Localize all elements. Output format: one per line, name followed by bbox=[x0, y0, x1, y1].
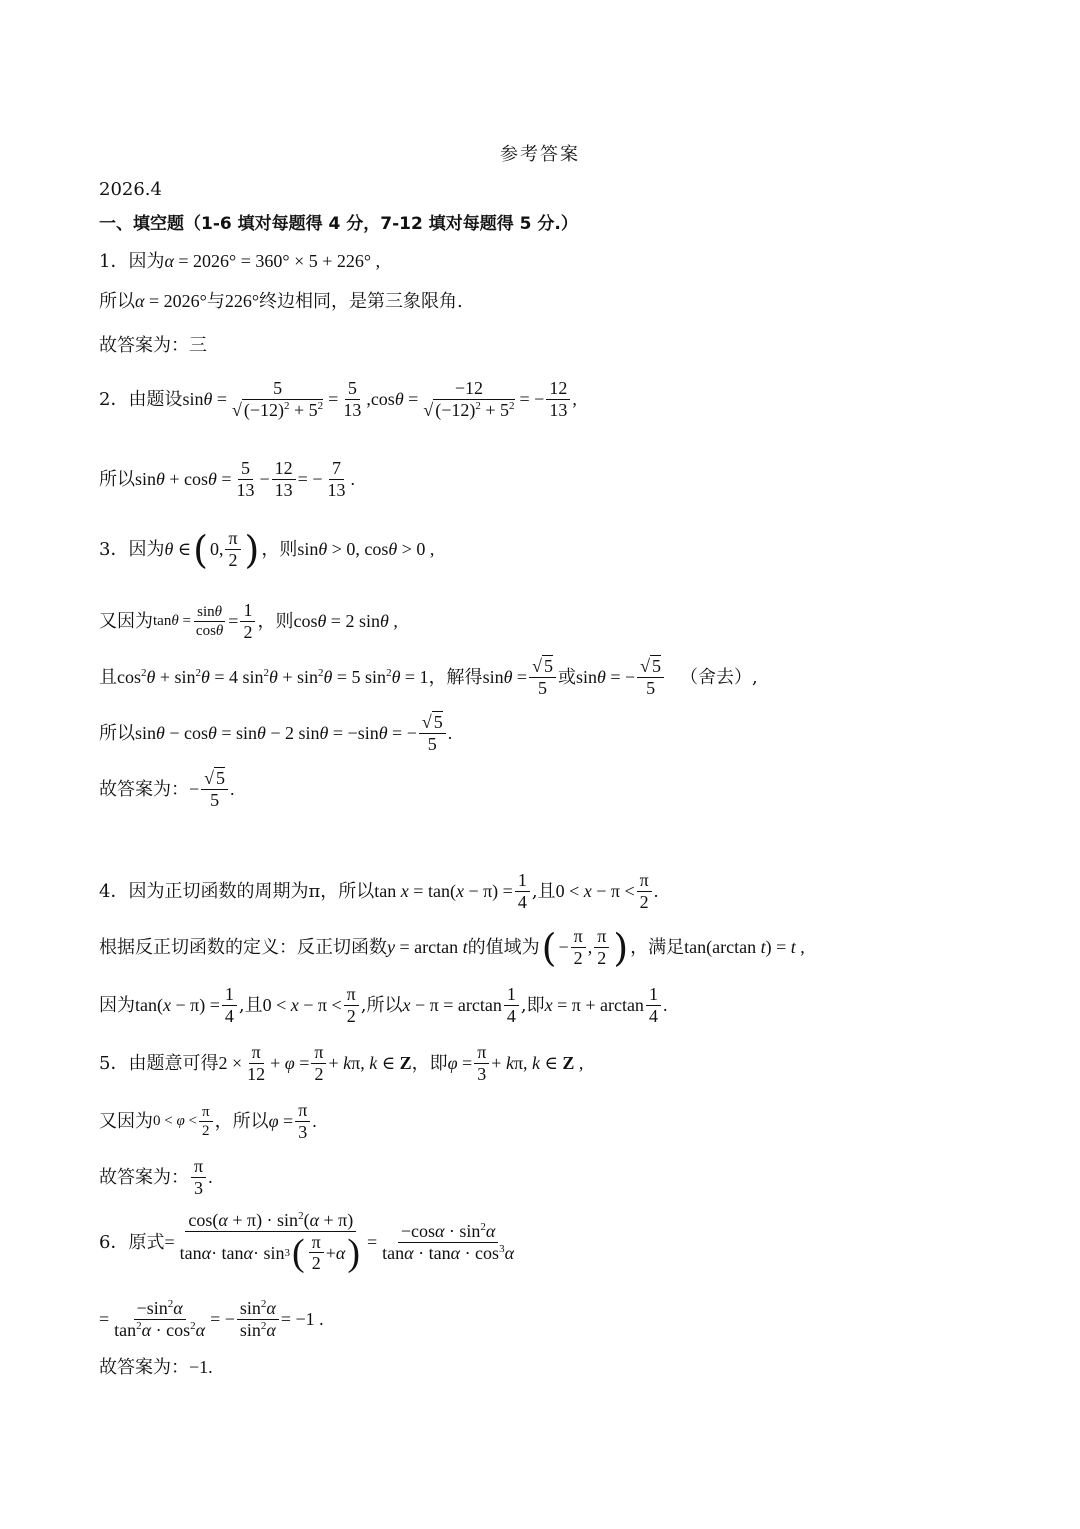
section-title: 一、填空题（1-6 填对每题得 4 分，7-12 填对每题得 5 分.） bbox=[99, 214, 578, 234]
q5-line2: 又因为 0 < φ < $\frac{\pi}{2}$ ，所以 φ = $\frac{\pi}{3}$ . bbox=[99, 1100, 317, 1142]
q1-answer-line bbox=[99, 336, 1040, 356]
q3-lead: 因为 bbox=[128, 538, 165, 560]
date-line bbox=[99, 180, 1040, 200]
q1-line2 bbox=[99, 292, 1040, 312]
q1-formula2: α = 2026° bbox=[135, 291, 207, 311]
q2-line1: 2． 由题设 sinθ = $\frac{5}{√ (-12)^2 + 5^2}$ = $\frac{5}{13}$ ,cosθ = $\frac{-12}{√ (-12)^2 + 5^2}$ = − $\frac{12}{13}$ , bbox=[99, 378, 577, 420]
q1-so: 所以 bbox=[99, 291, 135, 312]
q3-line1: 3． 因为 θ ∈ ( 0, $\frac{\pi}{2}$ ) ，则 sinθ > 0, cosθ > 0 , bbox=[99, 527, 435, 572]
q1-number: 1． bbox=[99, 251, 129, 272]
q3-line3: 且 $\cos^2\theta + \sin^2\theta = 4$ $\sin^2\theta + \sin^2\theta = 5$ $\sin^2\theta = 1$ ，解得 sinθ = $\frac{√ 5}{5}$ 或 sinθ = − $\frac{√ 5}{5}$ （舍去）, bbox=[99, 656, 758, 698]
q2-so: 所以 bbox=[99, 468, 135, 490]
q6-answer-line: 故答案为： −1. bbox=[99, 1357, 213, 1378]
q3-line4: 所以 sinθ − cosθ = sinθ − 2 sinθ = −sinθ = − $\frac{√ 5}{5}$ . bbox=[99, 712, 453, 754]
q5-answer-line: 故答案为： $\frac{\pi}{3}$ . bbox=[99, 1156, 213, 1198]
q1-with: 与 bbox=[206, 291, 225, 312]
q2-lead: 由题设 bbox=[128, 388, 183, 410]
q3-answer-line: 故答案为： − $\frac{√ 5}{5}$ . bbox=[99, 768, 235, 810]
q6-answer: −1. bbox=[189, 1357, 213, 1377]
q1-conclusion: 终边相同，是第三象限角. bbox=[259, 291, 463, 312]
q4-line3: 因为 tan(x − π) = $\frac{1}{4}$ ,且 0 < x − π < $\frac{\pi}{2}$ ,所以 x − π = arctan $\frac{1}{4}$ ,即 x = π + arctan $\frac{1}{4}$ . bbox=[99, 984, 668, 1026]
q1-lead: 因为 bbox=[128, 251, 165, 272]
date: 2026.4 bbox=[99, 179, 162, 200]
q2-line2: 所以 sinθ + cosθ = $\frac{5}{13}$ − $\frac{12}{13}$ = − $\frac{7}{13}$ . bbox=[99, 458, 355, 500]
page-title: 参考答案 bbox=[500, 144, 580, 165]
q6-line1: 6． 原式 = $\cos(\alpha + \pi) \cdot \sin^2(\alpha + \pi)$ tan α · tan α · sin 3 ( $\frac{\pi}{2}$ + α ) = $\frac{-\cos\alpha \cdot \sin^2\alpha}{\tan\alpha \cdot \tan\alpha \cdot \cos^3\alpha}$ bbox=[99, 1210, 515, 1275]
q1-answer: 三 bbox=[189, 335, 207, 356]
q3-line2: 又因为 tanθ = $\frac{\sin\theta}{\cos\theta}$ = $\frac{1}{2}$ ，则 cosθ = 2 sinθ , bbox=[99, 600, 398, 642]
q2-number: 2． bbox=[99, 388, 129, 410]
q4-line1: 4． 因为正切函数的周期为π，所以 tan x = tan(x − π) = $\frac{1}{4}$ ,且 0 < x − π < $\frac{\pi}{2}$ . bbox=[99, 870, 659, 912]
q1-line1 bbox=[99, 252, 1040, 272]
q4-line2: 根据反正切函数的定义：反正切函数 y = arctan t 的值域为 ( − $\frac{\pi}{2}$ , $\frac{\pi}{2}$ ) ，满足 tan(arctan t) = t , bbox=[99, 925, 805, 970]
q6-line2: = $\frac{-\sin^2\alpha}{\tan^2\alpha \cdot \cos^2\alpha}$ = − $\frac{\sin^2\alpha}{\sin^2\alpha}$ = −1 . bbox=[99, 1298, 324, 1340]
q1-angle: 226° bbox=[224, 291, 260, 311]
q2-formula: sinθ = bbox=[182, 388, 227, 409]
q5-line1: 5． 由题意可得 2 × $\frac{\pi}{12}$ + φ = $\frac{\pi}{2}$ + kπ, k ∈ Z ，即 φ = $\frac{\pi}{3}$ + kπ, k ∈ Z , bbox=[99, 1042, 584, 1084]
q1-answer-label: 故答案为： bbox=[99, 335, 189, 356]
q1-formula: α = 2026° = 360° × 5 + 226° , bbox=[164, 251, 381, 271]
q3-number: 3． bbox=[99, 538, 129, 560]
section-heading bbox=[99, 215, 1040, 234]
